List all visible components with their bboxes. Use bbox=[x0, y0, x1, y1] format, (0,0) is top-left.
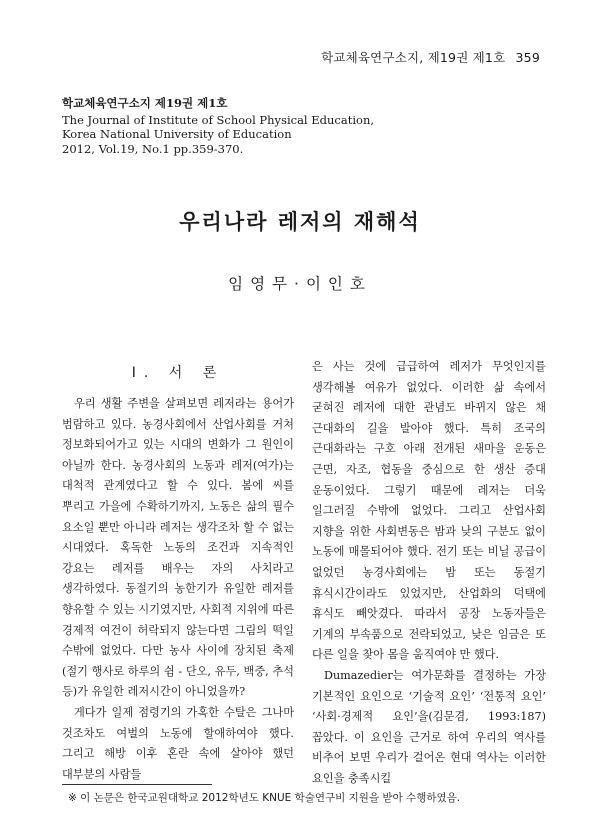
right-column bbox=[312, 357, 546, 789]
journal-citation: 2012, Vol.19, No.1 pp.359-370. bbox=[62, 141, 244, 156]
journal-info bbox=[62, 96, 374, 156]
body-paragraph: Dumazedier는 여가문화를 결정하는 가장 기본적인 요인으로 ‘기술적 요인’ ‘전통적 요인’ ‘사회·경제적 요인’을(김문겸, 1993:187) 꼽았다. 이 요인을 근거로 하여 우리의 역사를 비추어 보면 우리가 걸어온 현대 역사는 이러한 요인을 충족시킬 bbox=[312, 668, 546, 785]
running-header-journal: 학교체육연구소지, 제19권 제1호 bbox=[321, 50, 506, 65]
left-column bbox=[62, 362, 294, 785]
footnote: ※ 이 논문은 한국교원대학교 2012학년도 KNUE 학술연구비 지원을 받아 수행하였음. bbox=[68, 792, 461, 804]
body-paragraph: 게다가 일제 점령기의 가혹한 수탈은 그나마 것조차도 여벌의 노동에 할애하여야 했다. 그리고 해방 이후 혼란 속에 살아야 했던 대부분의 사람들 bbox=[62, 705, 294, 781]
paper-authors: 임영무·이인호 bbox=[228, 275, 372, 293]
journal-english-name: The Journal of Institute of School Physical Education, bbox=[62, 112, 375, 127]
journal-korean-name: 학교체육연구소지 제19권 제1호 bbox=[62, 96, 228, 110]
body-paragraph: 은 사는 것에 급급하여 레저가 무엇인지를 생각해볼 여유가 없었다. 이러한 삶 속에서 굳혀진 레저에 대한 관념도 바뀌지 않은 채 근대화의 길을 발아야 했다. 특히 조국의 근대화라는 구호 아래 전개된 새마을 운동은 근면, 자조, 협동을 중심으로 한 생산 증대 운동이었다. 그렇기 때문에 레저는 더욱 일그러질 수밖에 없었다. 그리고 산업사회 지향을 위한 사회변동은 밤과 낮의 구분도 없이 노동에 매몰되어야 했다. 전기 또는 비닐 공급이 없었던 농경사회에는 밤 또는 동절기 휴식시간이라도 있었지만, 산업화의 덕택에 휴식도 빼앗겼다. 따라서 공장 노동자들은 기계의 부속품으로 전락되었고, 낮은 임금은 또 다른 일을 찾아 몸을 움직여야 만 했다. bbox=[312, 360, 546, 662]
journal-institution: Korea National University of Education bbox=[62, 127, 292, 141]
footnote-divider bbox=[62, 784, 212, 785]
running-header bbox=[321, 48, 540, 66]
section-heading-introduction: Ⅰ. 서 론 bbox=[131, 365, 225, 381]
paper-title: 우리나라 레저의 재해석 bbox=[179, 210, 421, 234]
page-number: 359 bbox=[515, 50, 540, 65]
body-paragraph: 우리 생활 주변을 살펴보면 레저라는 용어가 범람하고 있다. 농경사회에서 산업사회를 거쳐 정보화되어가고 있는 시대의 변화가 그 원인이 아닐까 한다. 농경사회의 노동과 레저(여가)는 대척적 관계였다고 할 수 있다. 봄에 씨를 뿌리고 가을에 수확하기까지, 노동은 삶의 필수 요소일 뿐만 아니라 레저는 생각조차 할 수 없는 시대였다. 혹독한 노동의 조건과 지속적인 강요는 레저를 배우는 자의 사치라고 생각하였다. 동절기의 농한기가 유일한 레저를 향유할 수 있는 시기였지만, 사회적 지위에 따른 경제적 여건이 허락되지 않는다면 그림의 떡일 수밖에 없었다. 다만 농사 사이에 장치된 축제(절기 행사로 하루의 쉼 - 단오, 유두, 백중, 추석 등)가 유일한 레저시간이 아니었을까? bbox=[62, 397, 294, 699]
